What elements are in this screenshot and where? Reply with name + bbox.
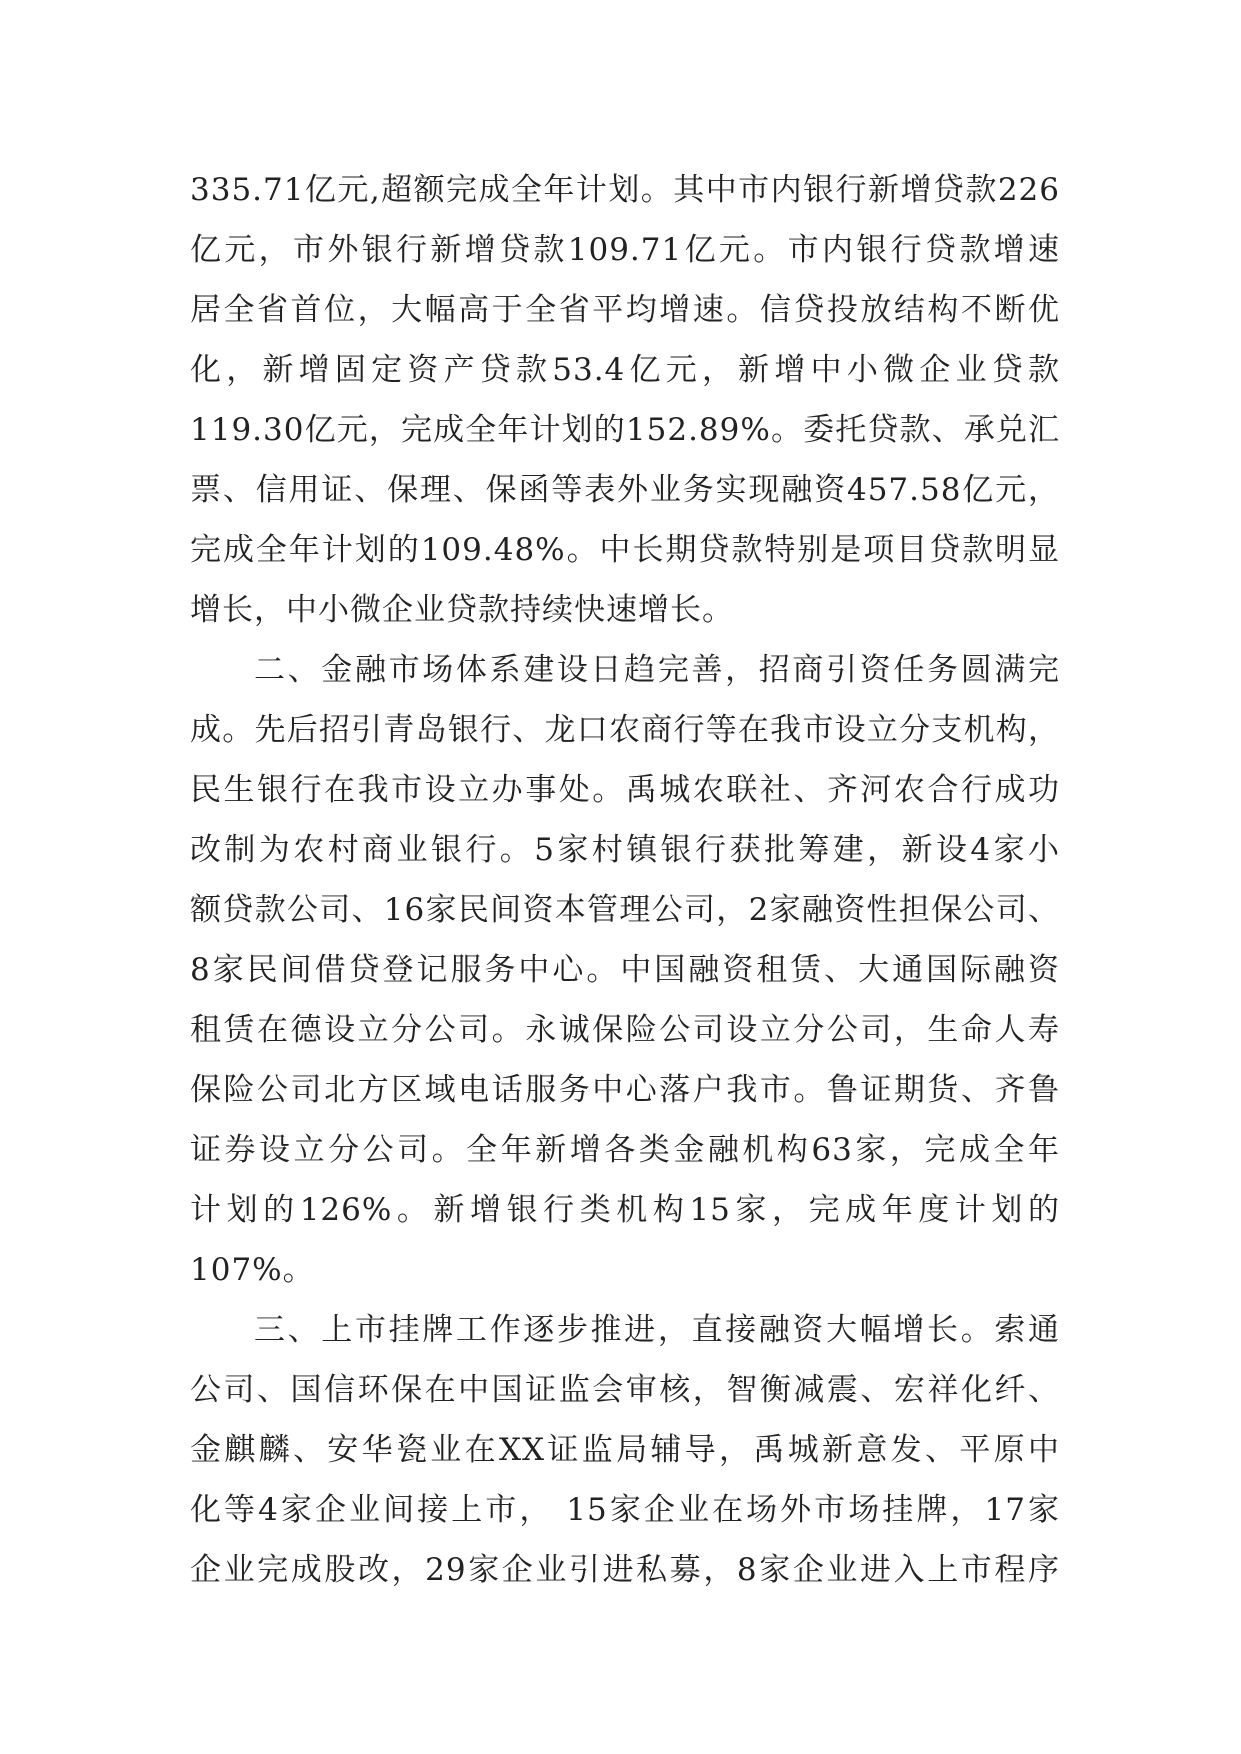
text-line: 三、上市挂牌工作逐步推进，直接融资大幅增长。索通	[254, 1312, 1060, 1348]
text-line: 改制为农村商业银行。5家村镇银行获批筹建，新设4家小	[190, 832, 1060, 868]
text-line: 金麒麟、安华瓷业在XX证监局辅导，禹城新意发、平原中	[190, 1432, 1060, 1468]
text-line: 民生银行在我市设立办事处。禹城农联社、齐河农合行成功	[190, 772, 1060, 808]
text-line: 成。先后招引青岛银行、龙口农商行等在我市设立分支机构，	[190, 712, 1060, 748]
text-line: 完成全年计划的109.48%。中长期贷款特别是项目贷款明显	[190, 532, 1060, 568]
text-line: 证券设立分公司。全年新增各类金融机构63家，完成全年	[190, 1132, 1060, 1168]
paragraph-loans	[190, 160, 1060, 640]
text-line: 增长，中小微企业贷款持续快速增长。	[190, 592, 734, 628]
text-line: 亿元，市外银行新增贷款109.71亿元。市内银行贷款增速	[190, 232, 1060, 268]
text-line: 租赁在德设立分公司。永诚保险公司设立分公司，生命人寿	[190, 1012, 1060, 1048]
text-line: 企业完成股改，29家企业引进私募，8家企业进入上市程序	[190, 1552, 1060, 1588]
text-line: 化等4家企业间接上市， 15家企业在场外市场挂牌，17家	[190, 1492, 1060, 1528]
text-line: 119.30亿元，完成全年计划的152.89%。委托贷款、承兑汇	[190, 412, 1060, 448]
text-line: 公司、国信环保在中国证监会审核，智衡减震、宏祥化纤、	[190, 1372, 1060, 1408]
text-line: 居全省首位，大幅高于全省平均增速。信贷投放结构不断优	[190, 292, 1060, 328]
text-line: 二、金融市场体系建设日趋完善，招商引资任务圆满完	[254, 652, 1060, 688]
paragraph-financial-market	[190, 640, 1060, 1300]
text-line: 化，新增固定资产贷款53.4亿元，新增中小微企业贷款	[190, 352, 1060, 388]
document-body	[190, 160, 1060, 1600]
text-line: 额贷款公司、16家民间资本管理公司，2家融资性担保公司、	[190, 892, 1060, 928]
text-line: 335.71亿元,超额完成全年计划。其中市内银行新增贷款226	[190, 172, 1060, 208]
paragraph-listing	[190, 1300, 1060, 1600]
text-line: 8家民间借贷登记服务中心。中国融资租赁、大通国际融资	[190, 952, 1060, 988]
text-line: 计划的126%。新增银行类机构15家，完成年度计划的	[190, 1192, 1060, 1228]
text-line: 票、信用证、保理、保函等表外业务实现融资457.58亿元，	[190, 472, 1060, 508]
text-line: 107%。	[190, 1252, 315, 1288]
text-line: 保险公司北方区域电话服务中心落户我市。鲁证期货、齐鲁	[190, 1072, 1060, 1108]
